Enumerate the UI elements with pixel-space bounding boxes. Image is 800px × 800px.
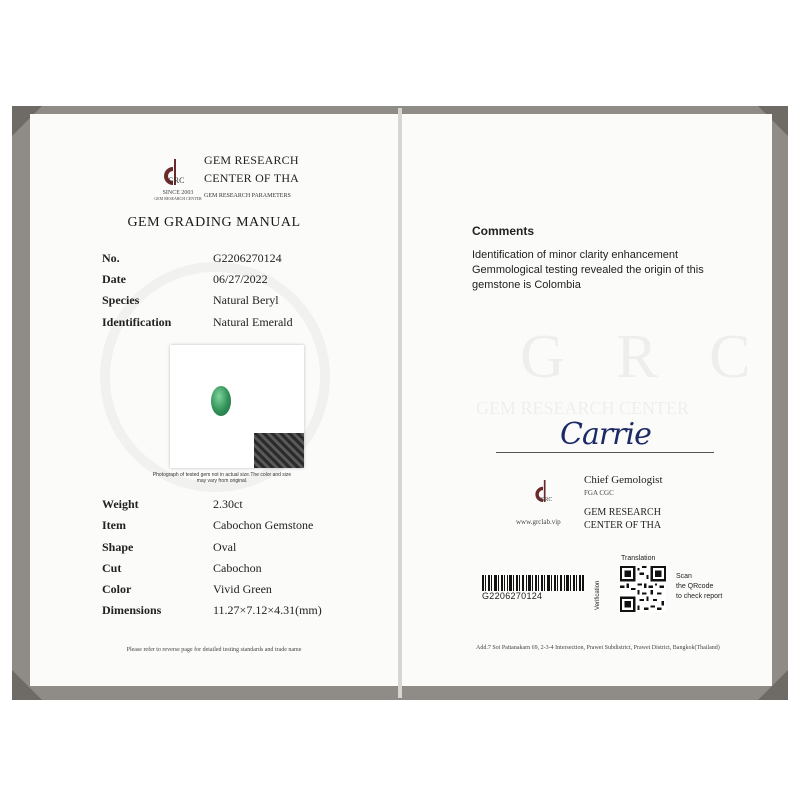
emerald-image [211, 386, 231, 416]
barcode-number: G2206270124 [482, 591, 543, 601]
qr-code[interactable] [620, 566, 666, 612]
lab-name-line1: GEM RESEARCH [584, 507, 661, 518]
comments-title: Comments [472, 224, 535, 238]
detail-label: No. [102, 251, 120, 265]
watermark-text: GEM RESEARCH CENTER [476, 398, 690, 418]
detail-row [102, 251, 382, 271]
gem-photo [170, 345, 304, 468]
qr-instructions [676, 572, 722, 602]
spec-label: Item [102, 518, 126, 532]
website: www.grclab.vip [516, 518, 561, 526]
spec-row [102, 497, 382, 517]
spec-value: Cabochon Gemstone [213, 518, 314, 532]
spec-value: 11.27×7.12×4.31(mm) [213, 603, 322, 617]
spec-row [102, 582, 382, 602]
lab-name-line1: GEM RESEARCH [204, 153, 299, 167]
spec-row [102, 540, 382, 560]
hologram-sticker [254, 433, 304, 468]
lab-subtitle: GEM RESEARCH PARAMETERS [204, 193, 291, 199]
detail-row [102, 315, 382, 335]
spec-value: Vivid Green [213, 582, 272, 596]
qr-label-side: Verification [595, 580, 601, 610]
spec-value: 2.30ct [213, 497, 243, 511]
lab-name-line2: CENTER OF THA [584, 520, 662, 531]
comment-line: gemstone is Colombia [472, 279, 581, 291]
spec-row [102, 603, 382, 623]
spec-label: Cut [102, 561, 122, 575]
grc-logo [160, 157, 186, 191]
qr-label-top: Translation [621, 555, 656, 562]
detail-label: Species [102, 293, 140, 307]
page-spine [398, 108, 402, 698]
detail-value: Natural Emerald [213, 315, 293, 329]
qr-instruction-line: Scan [676, 573, 692, 580]
comment-line: Gemmological testing revealed the origin of this [472, 264, 704, 276]
signature: Carrie [560, 417, 651, 452]
grc-logo [532, 478, 554, 508]
spec-label: Weight [102, 497, 139, 511]
spec-value: Oval [213, 540, 237, 554]
detail-row [102, 272, 382, 292]
watermark-letters: G R C [520, 323, 769, 391]
spec-value: Cabochon [213, 561, 262, 575]
signer-title: Chief Gemologist [584, 474, 663, 486]
signature-line [496, 452, 714, 453]
spec-label: Shape [102, 540, 134, 554]
spec-label: Dimensions [102, 603, 162, 617]
signer-credentials: FGA CGC [584, 489, 614, 497]
spec-row [102, 518, 382, 538]
photo-note: Photograph of tested gem not in actual size.The color and size may vary from original. [152, 472, 292, 484]
qr-instruction-line: the QRcode [676, 583, 714, 590]
detail-label: Identification [102, 315, 172, 329]
logo-abbr: GRC [168, 176, 185, 185]
barcode [482, 575, 584, 591]
logo-since: SINCE 2003 [162, 190, 194, 196]
comment-line: Identification of minor clarity enhancement [472, 249, 679, 261]
logo-tag: GEM RESEARCH CENTER [154, 196, 202, 201]
logo-abbr: GRC [540, 497, 553, 503]
detail-value: 06/27/2022 [213, 272, 268, 286]
spec-label: Color [102, 582, 132, 596]
detail-value: G2206270124 [213, 251, 282, 265]
detail-row [102, 293, 382, 313]
footnote: Please refer to reverse page for detailed testing standards and trade name [126, 647, 302, 653]
detail-label: Date [102, 272, 126, 286]
lab-address: Add.7 Soi Pattanakarn 69, 2-3-4 Intersection, Prawet Subdistrict, Prawet District, Bangkok(Thailand) [476, 645, 720, 651]
detail-value: Natural Beryl [213, 293, 279, 307]
page-title: GEM GRADING MANUAL [127, 215, 301, 230]
qr-instruction-line: to check report [676, 593, 723, 600]
spec-row [102, 561, 382, 581]
lab-name-line2: CENTER OF THA [204, 171, 300, 185]
